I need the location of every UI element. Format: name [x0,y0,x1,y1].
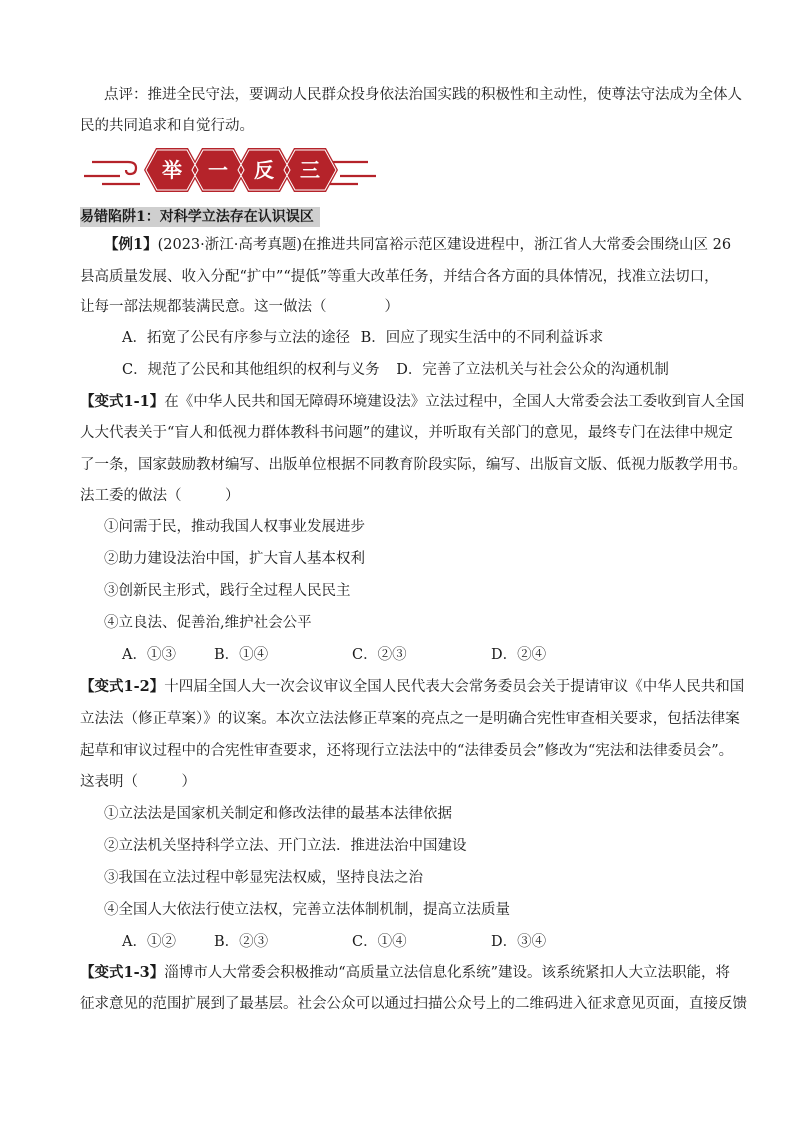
variant-1-1-line-2: 人大代表关于“盲人和低视力群体教科书问题”的建议，并听取有关部门的意见，最终专门在法律中规定 [80,425,733,441]
variant-1-1-option-d: D．②④ [491,647,547,663]
banner-char-1: 举 [162,158,182,182]
banner-char-3: 反 [254,158,274,182]
variant-1-2-statement-3: ③我国在立法过程中彰显宪法权威，坚持良法之治 [104,870,423,886]
example-1-line-3: 让每一部法规都装满民意。这一做法（ ） [80,299,399,315]
banner-left-ornament [84,162,140,184]
variant-1-2-option-d: D．③④ [491,934,547,950]
variant-1-2-option-a: A．①② [122,934,176,950]
example-1-option-a: A．拓宽了公民有序参与立法的途径 [122,330,350,346]
example-1-option-c: C．规范了公民和其他组织的权利与义务 [122,362,380,378]
banner-char-4: 三 [300,158,320,182]
comment-line-1: 点评：推进全民守法，要调动人民群众投身依法治国实践的积极性和主动性，使尊法守法成为全体人 [104,87,742,103]
banner-jyfs [80,140,380,200]
variant-1-3-tag: 【变式1-3】 [80,964,165,981]
example-1-options-ab [122,327,603,349]
variant-1-2-line-4: 这表明（ ） [80,774,196,790]
example-1-options-cd [122,359,669,381]
variant-1-2-line-2: 立法法（修正草案）》的议案。本次立法法修正草案的亮点之一是明确合宪性审查相关要求，包括法律案 [80,711,740,727]
variant-1-1-statement-1: ①问需于民，推动我国人权事业发展进步 [104,519,365,535]
example-1-text-1: (2023·浙江·高考真题)在推进共同富裕示范区建设进程中，浙江省人大常委会围绕山区 26 [157,237,732,253]
variant-1-1-text-1: 在《中华人民共和国无障碍环境建设法》立法过程中，全国人大常委会法工委收到盲人全国 [164,394,745,410]
example-1-line-2: 县高质量发展、收入分配“扩中”“提低”等重大改革任务，并结合各方面的具体情况，找准立法切口， [80,269,719,285]
banner-char-2: 一 [208,158,228,182]
variant-1-1-option-b: B．①④ [214,647,269,663]
variant-1-2-statement-4: ④全国人大依法行使立法权，完善立法体制机制，提高立法质量 [104,902,510,918]
variant-1-1-option-a: A．①③ [122,647,176,663]
variant-1-2-line-1 [80,676,744,698]
variant-1-2-option-b: B．②③ [214,934,269,950]
variant-1-1-option-c: C．②③ [352,647,407,663]
variant-1-2-statement-2: ②立法机关坚持科学立法、开门立法．推进法治中国建设 [104,838,467,854]
variant-1-2-option-c: C．①④ [352,934,407,950]
example-1-option-b: B．回应了现实生活中的不同利益诉求 [360,330,604,346]
variant-1-1-statement-4: ④立良法、促善治,维护社会公平 [104,615,312,631]
variant-1-3-text-1: 淄博市人大常委会积极推动“高质量立法信息化系统”建设。该系统紧扣人大立法职能，将 [164,965,731,981]
example-1-tag: 【例1】 [104,236,158,253]
variant-1-1-statement-3: ③创新民主形式，践行全过程人民民主 [104,583,351,599]
variant-1-1-line-1 [80,391,744,413]
example-1-line-1 [104,234,731,256]
variant-1-2-tag: 【变式1-2】 [80,678,165,695]
variant-1-1-line-3: 了一条，国家鼓励教材编写、出版单位根据不同教育阶段实际，编写、出版盲文版、低视力版教学用书。 [80,457,747,473]
variant-1-2-text-1: 十四届全国人大一次会议审议全国人民代表大会常务委员会关于提请审议《中华人民共和国 [164,679,745,695]
variant-1-3-line-1 [80,962,730,984]
comment-line-2: 民的共同追求和自觉行动。 [80,118,254,134]
section-heading: 易错陷阱1：对科学立法存在认识误区 [80,209,314,225]
variant-1-1-statement-2: ②助力建设法治中国，扩大盲人基本权利 [104,551,365,567]
variant-1-3-line-2: 征求意见的范围扩展到了最基层。社会公众可以通过扫描公众号上的二维码进入征求意见页面，直接反馈 [80,996,747,1012]
variant-1-2-statement-1: ①立法法是国家机关制定和修改法律的最基本法律依据 [104,806,452,822]
variant-1-2-line-3: 起草和审议过程中的合宪性审查要求，还将现行立法法中的“法律委员会”修改为“宪法和法律委员会”。 [80,743,734,759]
example-1-option-d: D．完善了立法机关与社会公众的沟通机制 [396,362,669,378]
variant-1-1-line-4: 法工委的做法（ ） [80,488,240,504]
variant-1-1-tag: 【变式1-1】 [80,393,165,410]
